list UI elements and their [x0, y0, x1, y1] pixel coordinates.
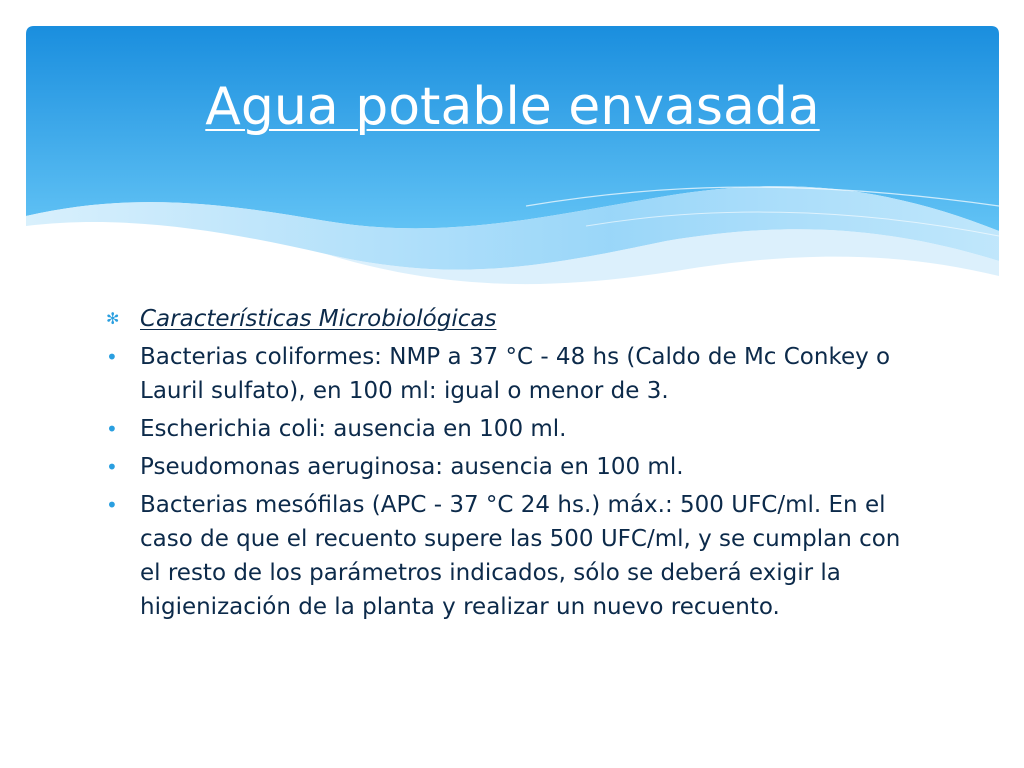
- header-banner: [26, 26, 999, 296]
- slide-title: Agua potable envasada: [205, 77, 820, 137]
- list-item: [104, 488, 924, 624]
- bullet-icon: •: [106, 455, 118, 479]
- list-item: [104, 450, 924, 484]
- bullet-icon: •: [106, 493, 118, 517]
- content-list: [104, 302, 924, 628]
- bullet-text: Bacterias mesófilas (APC - 37 °C 24 hs.) máx.: 500 UFC/ml. En el caso de que el recuento supere las 500 UFC/ml, y se cumplan con el resto de los parámetros indicados, sólo se deberá exigir la higienización de la planta y realizar un nuevo recuento.: [140, 492, 901, 620]
- bullet-text: Bacterias coliformes: NMP a 37 °C - 48 hs (Caldo de Mc Conkey o Lauril sulfato), en 100 ml: igual o menor de 3.: [140, 344, 891, 404]
- list-item: [104, 340, 924, 408]
- section-heading-item: [104, 302, 924, 336]
- bullet-text: Pseudomonas aeruginosa: ausencia en 100 ml.: [140, 454, 684, 480]
- bullet-text: Escherichia coli: ausencia en 100 ml.: [140, 416, 567, 442]
- list-item: [104, 412, 924, 446]
- bullet-icon: •: [106, 417, 118, 441]
- section-heading: Características Microbiológicas: [140, 306, 497, 332]
- asterisk-bullet-icon: ✻: [106, 309, 120, 328]
- bullet-icon: •: [106, 345, 118, 369]
- wave-banner-graphic: [26, 26, 999, 296]
